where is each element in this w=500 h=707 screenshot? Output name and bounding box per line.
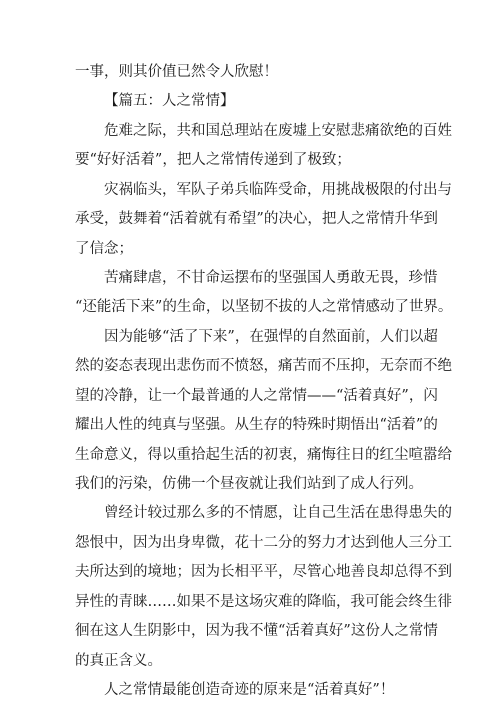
section-heading: 【篇五：人之常情】 [104, 93, 235, 109]
text-line: 我们的污染，仿佛一个昼夜就让我们站到了成人行列。 [75, 476, 423, 492]
text-line: 生命意义，得以重拾起生活的初衷，痛悔往日的红尘喧嚣给 [75, 447, 452, 463]
text-line: 怨恨中，因为出身卑微，花十二分的努力才达到他人三分工 [75, 535, 452, 551]
text-line: 然的姿态表现出悲伤而不愤怒，痛苦而不压抑，无奈而不绝 [75, 358, 452, 374]
text-line: 人之常情最能创造奇迹的原来是“活着真好”！ [104, 682, 395, 698]
text-line: 的真正含义。 [75, 653, 162, 669]
text-line: 承受，鼓舞着“活着就有希望”的决心，把人之常情升华到 [75, 211, 438, 227]
text-line: 灾祸临头，军队子弟兵临阵受命，用挑战极限的付出与 [104, 182, 452, 198]
text-line: 夫所达到的境地；因为长相平平，尽管心地善良却总得不到 [75, 564, 452, 580]
text-line: 徊在这人生阴影中，因为我不懂“活着真好”这份人之常情 [75, 623, 438, 639]
text-line: 了信念； [75, 241, 133, 257]
text-line: 异性的青睐……如果不是这场灾难的降临，我可能会终生徘 [75, 594, 452, 610]
text-line: “还能活下来”的生命，以坚韧不拔的人之常情感动了世界。 [75, 299, 453, 315]
text-line: 危难之际，共和国总理站在废墟上安慰悲痛欲绝的百姓 [104, 123, 452, 139]
text-line: 望的冷静，让一个最普通的人之常情——“活着真好”，闪 [75, 388, 438, 404]
text-line: 耀出人性的纯真与坚强。从生存的特殊时期悟出“活着”的 [75, 417, 438, 433]
text-line: 一事，则其价值已然令人欣慰！ [75, 64, 278, 80]
text-line: 曾经计较过那么多的不情愿，让自己生活在患得患失的 [104, 505, 452, 521]
text-line: 苦痛肆虐，不甘命运摆布的坚强国人勇敢无畏，珍惜 [104, 270, 438, 286]
text-line: 要“好好活着”，把人之常情传递到了极致； [75, 152, 351, 168]
text-line: 因为能够“活了下来”，在强悍的自然面前，人们以超 [104, 329, 438, 345]
